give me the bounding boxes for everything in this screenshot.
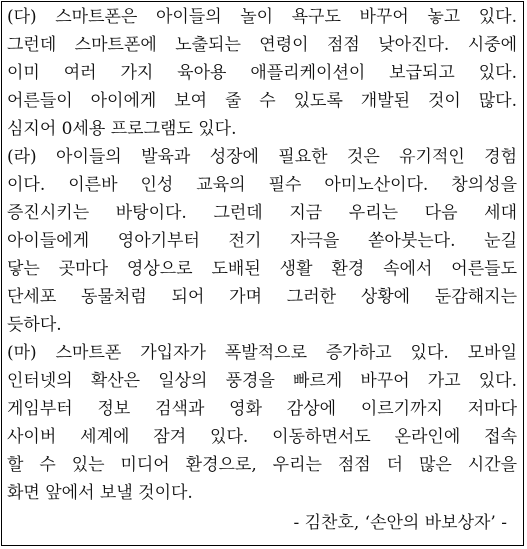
passage-line: (라) 아이들의 발육과 성장에 필요한 것은 유기적인 경험 [7,147,517,167]
passage-line: 증진시키는 바탕이다. 그런데 지금 우리는 다음 세대 [7,203,517,223]
source-citation: - 김찬호, ‘손안의 바보상자’ - [293,513,507,533]
passage-line: (다) 스마트폰은 아이들의 놀이 욕구도 바꾸어 놓고 있다. [7,7,517,27]
passage-line: 단세포 동물처럼 되어 가며 그러한 상황에 둔감해지는 [7,287,517,307]
passage-line: 사이버 세계에 잠겨 있다. 이동하면서도 온라인에 접속 [7,427,517,447]
passage-line: 이미 여러 가지 육아용 애플리케이션이 보급되고 있다. [7,63,517,83]
passage-line: 어른들이 아이에게 보여 줄 수 있도록 개발된 것이 많다. [7,91,517,111]
passage-box [1,1,524,546]
passage-line: 닿는 곳마다 영상으로 도배된 생활 환경 속에서 어른들도 [7,259,517,279]
passage-line: 할 수 있는 미디어 환경으로, 우리는 점점 더 많은 시간을 [7,455,517,475]
passage-line: 아이들에게 영아기부터 전기 자극을 쏟아붓는다. 눈길 [7,231,517,251]
passage-line: 심지어 0세용 프로그램도 있다. [7,119,237,139]
passage-line: (마) 스마트폰 가입자가 폭발적으로 증가하고 있다. 모바일 [7,343,517,363]
passage-line: 화면 앞에서 보낼 것이다. [7,483,193,503]
passage-line: 이다. 이른바 인성 교육의 필수 아미노산이다. 창의성을 [7,175,517,195]
passage-line: 듯하다. [7,315,62,335]
passage-line: 게임부터 정보 검색과 영화 감상에 이르기까지 저마다 [7,399,517,419]
passage-line: 인터넷의 확산은 일상의 풍경을 빠르게 바꾸어 가고 있다. [7,371,517,391]
passage-line: 그런데 스마트폰에 노출되는 연령이 점점 낮아진다. 시중에 [7,35,517,55]
